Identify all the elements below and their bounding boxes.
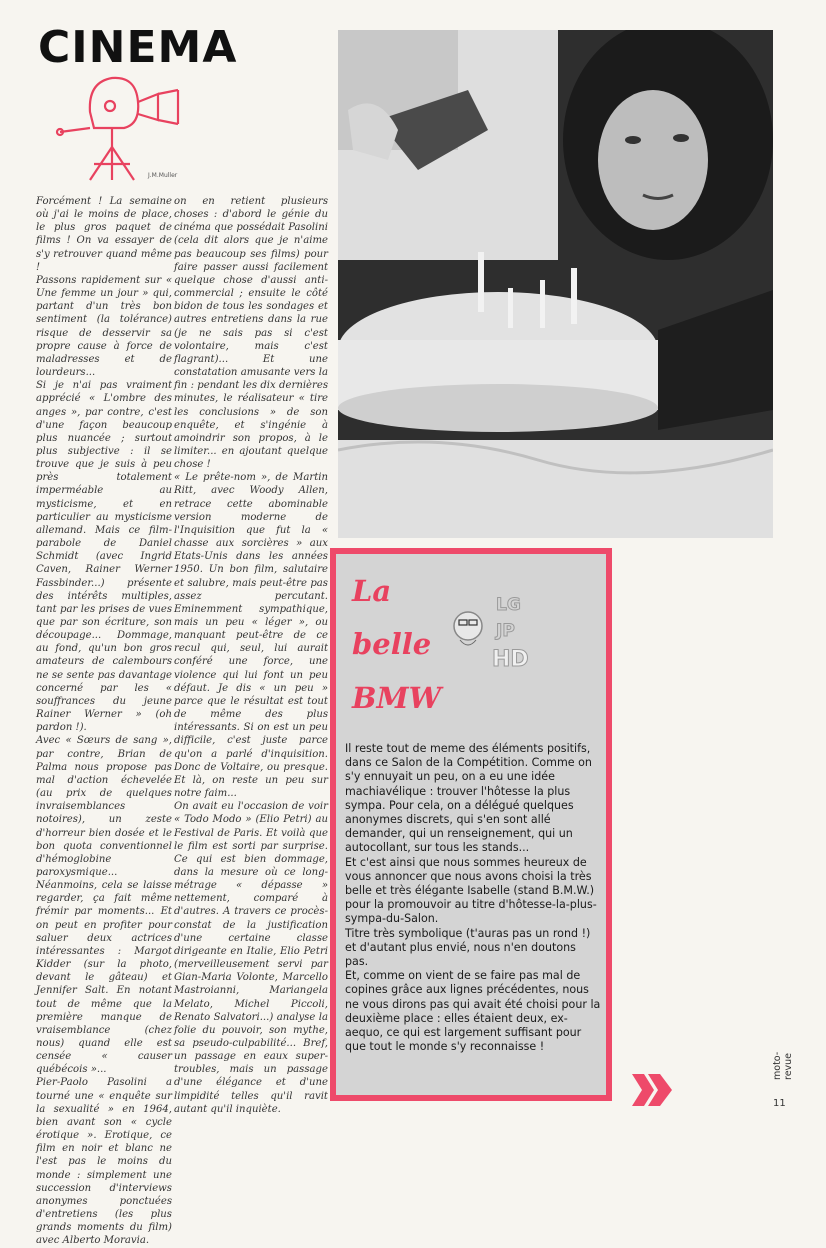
- page-number: 11: [773, 1098, 786, 1109]
- logo-signature: J.M.Muller: [148, 172, 178, 179]
- paragraph: Néanmoins, cela se laisse regarder, ça fait même frémir par moments... Et on peut en profiter pour saluer deux actrices intéressantes : Margot Kidder (sur la photo, devant le gâteau) et Jennifer Salt. En notant tout de même que la première manque de vraisemblance (chez nous) quand elle est censée « causer québécois »...: [36, 880, 172, 1076]
- paragraph: Et c'est ainsi que nous sommes heureux de vous annoncer que nous avons choisi la très belle et très élégante Isabelle (stand B.M.W.) pour la promouvoir au titre d'hôtesse-la-plus-sympa-du-Salon.: [345, 855, 597, 926]
- film-still-photo: [338, 30, 773, 538]
- section-title: CINEMA: [38, 22, 238, 73]
- watermark-logo: [448, 590, 538, 674]
- paragraph: Pier-Paolo Pasolini a tourné une « enquête sur la sexualité » en 1964, bien avant son « cycle érotique ». Erotique, ce film en noir et blanc ne l'est pas le moins du monde : simplement une succession d'interviews anonymes ponctuées d'entretiens (les plus grands moments du film) avec Alberto Moravia.: [36, 1077, 172, 1247]
- sidebar-title-line: BMW: [352, 681, 442, 715]
- paragraph: Forcément ! La semaine où j'ai le moins de place, le plus gros paquet de films ! On va essayer de s'y retrouver quand même !: [36, 196, 172, 273]
- magazine-name: moto-revue: [772, 1051, 794, 1080]
- paragraph: Passons rapidement sur « Une femme un jour » qui, partant d'un très bon sentiment (la tolérance) risque de desservir sa propre cause à force de maladresses et de lourdeurs...: [36, 274, 172, 379]
- paragraph: Et, comme on vient de se faire pas mal de copines grâce aux lignes précédentes, nous ne vous dirons pas qui avait été choisi pour la deuxième place : elles étaient deux, ex-aequo, ce qui est largement suffisant pour que tout le monde s'y reconnaisse !: [345, 969, 601, 1054]
- paragraph: Titre très symbolique (t'auras pas un rond !) et d'autant plus envié, nous n'en doutons pas.: [345, 926, 591, 969]
- paragraph: on en retient plusieurs choses : d'abord le génie du cinéma que possédait Pasolini (cela dit alors que je n'aime pas beaucoup ses films) pour faire passer aussi facilement quelque chose d'aussi anti-commercial ; ensuite le côté bidon de tous les sondages et autres entretiens dans la rue (je ne sais pas si c'est volontaire, mais c'est flagrant)... Et une constatation amusante vers la fin : pendant les dix dernières minutes, le réalisateur « tire les conclusions » de son enquête, et s'ingénie à amoindrir son propos, à le limiter... en ajoutant quelque chose !: [174, 196, 328, 471]
- bmw-sidebar-box: [330, 548, 612, 1101]
- article-column-1: [36, 195, 172, 1248]
- watermark-text: LG: [496, 595, 521, 615]
- cinema-camera-logo: [50, 72, 200, 182]
- paragraph: Si je n'ai pas vraiment apprécié « L'ombre des anges », par contre, c'est d'une façon beaucoup plus nuancée ; surtout plus subjective : il se trouve que je suis à peu près totalement imperméable au mysticisme, et en particulier au mysticisme allemand. Mais ce film-parabole de Daniel Schmidt (avec Ingrid Caven, Rainer Werner Fassbinder...) présente des intérêts multiples, tant par les prises de vues que par son écriture, son découpage... Dommage, au fond, qu'un bon gros amateurs de calembours ne se sente pas davantage concerné par les « souffrances du jeune Rainer Werner » (oh pardon !).: [36, 380, 172, 734]
- article-column-2: [174, 195, 328, 1116]
- watermark-text: JP: [496, 621, 515, 641]
- paragraph: On avait eu l'occasion de voir « Todo Modo » (Elio Petri) au Festival de Paris. Et voilà que le film est sorti par surprise. Ce qui est bien dommage, dans la mesure où ce long-métrage « dépasse » nettement, comparé à d'autres. A travers ce procès-constat de la justification d'une certaine classe dirigeante en Italie, Elio Petri (merveilleusement servi par Gian-Maria Volonte, Marcello Mastroianni, Mariangela Melato, Michel Piccoli, Renato Salvatori...) analyse la folie du pouvoir, son mythe, sa pseudo-culpabilité... Bref, un passage en eaux super-troubles, mais un passage d'une élégance et d'une limpidité telles qu'il ravit autant qu'il inquiète.: [174, 801, 328, 1115]
- sidebar-body: [345, 742, 601, 1054]
- watermark-text: HD: [492, 647, 529, 672]
- sidebar-title-line: La: [352, 574, 392, 608]
- paragraph: Avec « Sœurs de sang », par contre, Brian de Palma nous propose pas mal d'action échevelée (au prix de quelques invraisemblances notoires), un zeste d'horreur bien dosée et le bon quota conventionnel d'hémoglobine paroxysmique...: [36, 735, 172, 878]
- continue-arrow-icon: [630, 1072, 674, 1108]
- paragraph: « Le prête-nom », de Martin Ritt, avec Woody Allen, retrace cette abominable version moderne de l'Inquisition que fut la « chasse aux sorcières » aux Etats-Unis dans les années 1950. Un bon film, salutaire et salubre, mais peut-être pas assez percutant. Eminemment sympathique, mais un peu « léger », ou manquant peut-être de ce recul qui, seul, lui aurait conféré une force, une violence qui lui font un peu défaut. Je dis « un peu » parce que le résultat est tout de même des plus intéressants. Si on est un peu difficile, c'est juste parce qu'on a parlé d'inquisition. Donc de Voltaire, ou presque. Et là, on reste un peu sur notre faim...: [174, 472, 328, 800]
- paragraph: Il reste tout de meme des éléments positifs, dans ce Salon de la Compétition. Comme on s'y ennuyait un peu, on a eu une idée machiavélique : trouver l'hôtesse la plus sympa. Pour cela, on a délégué quelques anonymes discrets, qui s'en sont allé demander, qui un renseignement, qui un autocollant, sur tous les stands...: [345, 742, 592, 855]
- sidebar-title-line: belle: [352, 627, 432, 661]
